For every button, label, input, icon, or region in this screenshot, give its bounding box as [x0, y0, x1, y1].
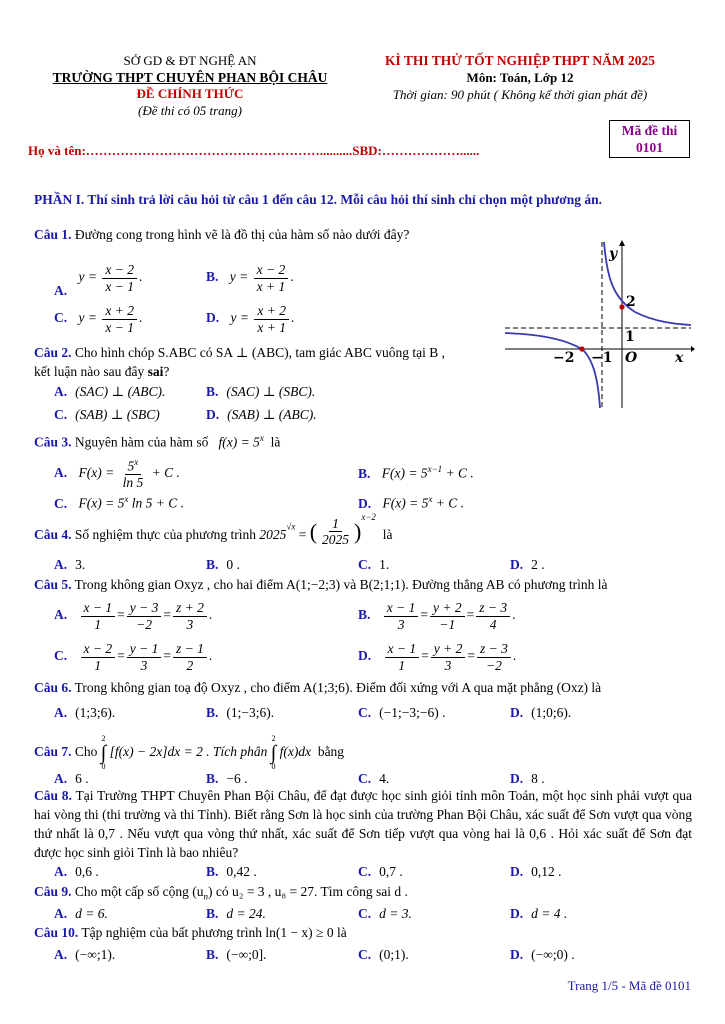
- q9-a-text: d = 6.: [75, 906, 108, 921]
- q3-text: Nguyên hàm của hàm số: [74, 434, 209, 450]
- q4-rhs-sup: x−2: [361, 511, 376, 522]
- q10-option-d[interactable]: [510, 947, 575, 963]
- option-label: C.: [54, 648, 68, 664]
- q10-option-b[interactable]: [206, 947, 267, 963]
- q5-c-num-2: y − 1: [127, 641, 162, 658]
- option-label: B.: [358, 607, 371, 623]
- q2-a-text: (SAC) ⊥ (ABC).: [75, 384, 166, 399]
- q2-d-text: (SAB) ⊥ (ABC).: [227, 407, 317, 422]
- q4-frac-den: 2025: [322, 532, 350, 548]
- q8-c-text: 0,7 .: [379, 864, 403, 879]
- q5-d-num-2: y + 2: [431, 641, 466, 658]
- q2-option-b[interactable]: [206, 384, 315, 400]
- q2-text-2c: ?: [163, 364, 170, 379]
- option-label: C.: [358, 864, 372, 879]
- q6-b-text: (1;−3;6).: [226, 705, 275, 720]
- q5-label: Câu 5.: [34, 577, 72, 592]
- q7-option-b[interactable]: [206, 771, 248, 787]
- q3-option-a[interactable]: [54, 457, 180, 491]
- option-label: A.: [54, 557, 68, 572]
- q7-int1-body: [f(x) − 2x]dx = 2 . Tích phân: [109, 744, 268, 760]
- q5-a-num-1: x − 1: [81, 600, 116, 617]
- q4-base: 2025: [259, 527, 287, 542]
- q2-text-1: Cho hình chóp S.ABC có SA ⊥ (ABC), tam giác ABC vuông tại B ,: [74, 345, 445, 360]
- q1-b-num: x − 2: [254, 262, 289, 279]
- option-label: B.: [358, 465, 371, 481]
- q3-c-sup: x: [124, 494, 129, 504]
- q4-c-text: 1.: [379, 557, 390, 572]
- q1-text: Đường cong trong hình vẽ là đồ thị của hàm số nào dưới đây?: [74, 227, 410, 242]
- q9-text-rest: ) có u₂ = 3 , u₈ = 27. Tìm công sai d .: [208, 884, 408, 899]
- q1-d-num: x + 2: [254, 303, 289, 320]
- q9-option-a[interactable]: [54, 906, 108, 922]
- q4-stem: Câu 4. Số nghiệm thực của phương trình $2025^{√x}$ = ( $\frac{1}{2025}$ )$^{x-2}$ là: [34, 511, 393, 548]
- q6-option-d[interactable]: [510, 705, 571, 721]
- name-sbd-line: Họ và tên:………………………………………………..........SBD:………………......: [28, 143, 480, 158]
- q8-text: Tại Trường THPT Chuyên Phan Bội Châu, để đạt được học sinh giỏi tỉnh môn Toán, một học sinh phải vượt qua hai vòng thi (thi trường và thi Tỉnh). Biết rằng Sơn là học sinh của trường Phan Bội Châu, xác suất để Sơn vượt qua vòng thứ nhất là 0,7 . Nếu vượt qua vòng thứ nhất, xác suất để Sơn tiếp vượt qua vòng hai là 0,6 . Hỏi xác suất để Sơn đạt được học sinh giỏi Tỉnh là bao nhiêu?: [34, 788, 692, 860]
- option-label: B.: [206, 947, 219, 962]
- q5-a-num-3: z + 2: [173, 600, 207, 617]
- q2-option-c[interactable]: [54, 407, 160, 423]
- q7-label: Câu 7.: [34, 744, 72, 760]
- q3-a-num: 5: [127, 458, 135, 474]
- q3-label: Câu 3.: [34, 434, 72, 450]
- exam-time: Thời gian: 90 phút ( Không kể thời gian phát đề): [392, 87, 648, 102]
- q1-graph: [505, 238, 695, 410]
- q10-text: Tập nghiệm của bất phương trình ln(1 − x) ≥ 0 là: [81, 925, 347, 940]
- option-label: B.: [206, 557, 219, 572]
- q9-stem: [34, 884, 408, 902]
- q5-a-den-3: 3: [186, 616, 194, 632]
- q8-d-text: 0,12 .: [531, 864, 562, 879]
- q3-d-post: + C .: [435, 495, 464, 511]
- q5-d-den-2: 3: [444, 657, 452, 673]
- q8-option-a[interactable]: [54, 864, 99, 880]
- q6-label: Câu 6.: [34, 680, 72, 695]
- q7-int2-bot: 0: [271, 762, 276, 771]
- option-label: B.: [206, 864, 219, 879]
- q5-a-den-2: −2: [136, 616, 152, 632]
- option-label: C.: [358, 947, 372, 962]
- graph-tick-1: 1: [625, 329, 635, 345]
- q1-label: Câu 1.: [34, 227, 72, 242]
- q7-int1-bot: 0: [101, 762, 106, 771]
- q9-text: Cho một cấp số cộng (u: [74, 884, 204, 899]
- q2-c-text: (SAB) ⊥ (SBC): [75, 407, 160, 422]
- q1-d-den: x + 1: [257, 319, 286, 335]
- exam-code-value: 0101: [636, 140, 663, 155]
- q9-b-text: d = 24.: [226, 906, 266, 921]
- q5-c-num-3: z − 1: [173, 641, 207, 658]
- graph-tick-2: 2: [626, 294, 636, 310]
- q5-option-a[interactable]: A. $\frac{x - 1}{1}$ = $\frac{y - 3}{-2}$ = $\frac{z + 2}{3}$ .: [54, 600, 213, 632]
- q2-text-2b: sai: [147, 364, 164, 379]
- q3-d-sup: x: [428, 494, 433, 504]
- q5-d-den-3: −2: [485, 657, 502, 673]
- q7-option-d[interactable]: [510, 771, 545, 787]
- option-label: C.: [358, 705, 372, 720]
- q5-a-den-1: 1: [94, 616, 102, 632]
- q10-option-a[interactable]: [54, 947, 115, 963]
- q6-option-b[interactable]: [206, 705, 274, 721]
- q5-c-num-1: x − 2: [81, 641, 116, 658]
- q6-d-text: (1;0;6).: [531, 705, 572, 720]
- q5-c-den-2: 3: [140, 657, 148, 673]
- q1-option-c[interactable]: C. y = $\frac{x + 2}{x - 1}$ .: [54, 303, 143, 335]
- q7-int2-body: f(x)dx: [279, 744, 312, 760]
- q3-d-text: F(x) = 5: [382, 495, 429, 511]
- q6-text: Trong không gian toạ độ Oxyz , cho điểm A(1;3;6). Điểm đối xứng với A qua mặt phẳng (Oxz) là: [74, 680, 602, 695]
- q5-d-den-1: 1: [398, 657, 406, 673]
- graph-origin-label: O: [625, 350, 638, 366]
- q8-a-text: 0,6 .: [75, 864, 99, 879]
- q5-c-den-1: 1: [94, 657, 102, 673]
- q4-text: Số nghiệm thực của phương trình: [74, 527, 257, 542]
- q4-text-end: là: [382, 527, 393, 542]
- official-label: ĐỀ CHÍNH THỨC: [136, 86, 244, 101]
- q2-b-text: (SAC) ⊥ (SBC).: [226, 384, 316, 399]
- exam-code-box: [609, 120, 690, 158]
- option-label: D.: [510, 771, 524, 786]
- q2-option-d[interactable]: [206, 407, 317, 423]
- school-name: TRƯỜNG THPT CHUYÊN PHAN BỘI CHÂU: [52, 70, 328, 85]
- option-label: A.: [54, 607, 68, 623]
- option-label: D.: [358, 495, 372, 511]
- q7-int2-top: 2: [271, 734, 276, 743]
- q3-a-den: ln 5: [122, 475, 144, 491]
- q3-text-end: là: [270, 434, 281, 450]
- q2-label: Câu 2.: [34, 345, 72, 360]
- q7-d-text: 8 .: [531, 771, 545, 786]
- q1-stem: [34, 227, 409, 243]
- q7-option-c[interactable]: [358, 771, 389, 787]
- q8-stem: [34, 786, 692, 862]
- q10-a-text: (−∞;1).: [75, 947, 116, 962]
- q1-option-b[interactable]: B. y = $\frac{x - 2}{x + 1}$ .: [206, 262, 294, 294]
- option-label: B.: [206, 269, 219, 285]
- option-label: B.: [206, 705, 219, 720]
- option-label: B.: [206, 384, 219, 399]
- q5-b-den-2: −1: [439, 616, 456, 632]
- q9-option-d[interactable]: [510, 906, 567, 922]
- q10-option-c[interactable]: [358, 947, 409, 963]
- option-label: B.: [206, 906, 219, 921]
- q10-b-text: (−∞;0].: [226, 947, 267, 962]
- graph-tick-m1: −1: [591, 350, 613, 366]
- q5-c-den-3: 2: [186, 657, 194, 673]
- q8-option-b[interactable]: [206, 864, 257, 880]
- option-label: A.: [54, 384, 68, 399]
- q2-text-2a: kết luận nào sau đây: [34, 364, 148, 379]
- q3-c-post: ln 5 + C .: [131, 495, 184, 511]
- graph-x-label: x: [675, 350, 684, 366]
- q4-eq: =: [298, 527, 307, 542]
- q9-text-sub: n: [203, 891, 208, 902]
- option-label: D.: [358, 648, 372, 664]
- option-label: D.: [510, 557, 524, 572]
- q7-stem: Câu 7. Cho 2 ∫ 0 [f(x) − 2x]dx = 2 . Tích phân 2 ∫ 0 f(x)dx bằng: [34, 734, 345, 771]
- option-label: D.: [510, 947, 524, 962]
- exam-title: KÌ THI THỬ TỐT NGHIỆP THPT NĂM 2025: [385, 53, 655, 68]
- q3-func-sup: x: [259, 433, 264, 443]
- q1-c-den: x − 1: [105, 319, 134, 335]
- q10-label: Câu 10.: [34, 925, 79, 940]
- exam-code-label: Mã đề thi: [621, 123, 678, 138]
- q3-stem: [34, 433, 280, 451]
- q3-a-pre: F(x) =: [78, 464, 115, 480]
- q10-d-text: (−∞;0) .: [531, 947, 575, 962]
- q10-stem: [34, 925, 347, 941]
- page-footer: Trang 1/5 - Mã đề 0101: [567, 978, 691, 993]
- q3-b-text: F(x) = 5: [381, 465, 428, 481]
- option-label: C.: [54, 407, 68, 422]
- q5-b-num-2: y + 2: [430, 600, 465, 617]
- q4-base-sup: √x: [286, 521, 296, 532]
- q3-option-d[interactable]: [358, 494, 464, 512]
- option-label: A.: [54, 283, 68, 299]
- q6-stem: [34, 680, 601, 696]
- dept-name: SỞ GD & ĐT NGHỆ AN: [123, 53, 257, 68]
- q9-d-text: d = 4 .: [531, 906, 568, 921]
- q4-option-a[interactable]: [54, 557, 85, 573]
- q3-a-num-sup: x: [134, 457, 139, 467]
- q3-c-text: F(x) = 5: [78, 495, 125, 511]
- q2-option-a[interactable]: [54, 384, 165, 400]
- q2-stem: [34, 345, 445, 361]
- q3-a-post: + C .: [151, 464, 180, 480]
- q10-c-text: (0;1).: [379, 947, 409, 962]
- q4-d-text: 2 .: [531, 557, 545, 572]
- q1-b-den: x + 1: [256, 278, 286, 294]
- graph-tick-m2: −2: [553, 350, 575, 366]
- graph-y-label: y: [609, 246, 618, 262]
- q3-b-sup: x−1: [427, 464, 443, 474]
- q4-b-text: 0 .: [226, 557, 240, 572]
- q1-a-den: x − 1: [105, 278, 134, 294]
- q9-c-text: d = 3.: [379, 906, 412, 921]
- q3-b-post: + C .: [445, 465, 474, 481]
- q5-option-b[interactable]: B. $\frac{x - 1}{3}$ = $\frac{y + 2}{-1}$ = $\frac{z - 3}{4}$ .: [358, 600, 516, 632]
- q7-c-text: 4.: [379, 771, 390, 786]
- option-label: D.: [206, 407, 220, 422]
- q5-d-num-1: x − 1: [385, 641, 420, 658]
- q7-b-text: −6 .: [226, 771, 248, 786]
- option-label: D.: [510, 705, 524, 720]
- option-label: C.: [54, 310, 68, 326]
- q8-option-c[interactable]: [358, 864, 403, 880]
- q5-text: Trong không gian Oxyz , cho hai điểm A(1;−2;3) và B(2;1;1). Đường thẳng AB có phương trình là: [74, 577, 608, 592]
- page-count: (Đề thi có 05 trang): [138, 103, 242, 118]
- q5-b-num-3: z − 3: [476, 600, 510, 617]
- option-label: D.: [206, 310, 220, 326]
- q1-c-num: x + 2: [102, 303, 137, 320]
- option-label: A.: [54, 705, 68, 720]
- q5-b-den-3: 4: [489, 616, 497, 632]
- q5-option-c[interactable]: C. $\frac{x - 2}{1}$ = $\frac{y - 1}{3}$ = $\frac{z - 1}{2}$ .: [54, 641, 213, 673]
- part1-title: PHẦN I. Thí sinh trả lời câu hỏi từ câu 1 đến câu 12. Mỗi câu hỏi thí sinh chỉ chọn một phương án.: [34, 192, 603, 207]
- q7-int1-top: 2: [101, 734, 106, 743]
- q7-option-a[interactable]: [54, 771, 89, 787]
- option-label: A.: [54, 464, 68, 480]
- option-label: C.: [358, 557, 372, 572]
- option-label: A.: [54, 864, 68, 879]
- q4-option-b[interactable]: [206, 557, 240, 573]
- option-label: C.: [54, 495, 68, 511]
- subject: Môn: Toán, Lớp 12: [466, 70, 574, 85]
- q8-label: Câu 8.: [34, 788, 72, 803]
- option-label: A.: [54, 771, 68, 786]
- option-label: C.: [358, 771, 372, 786]
- option-label: C.: [358, 906, 372, 921]
- option-label: D.: [510, 864, 524, 879]
- q5-b-den-1: 3: [397, 616, 405, 632]
- q3-func: f(x) = 5: [218, 434, 260, 450]
- q9-label: Câu 9.: [34, 884, 72, 899]
- q1-option-a[interactable]: A. y = $\frac{x - 2}{x - 1}$ .: [54, 262, 143, 299]
- option-label: D.: [510, 906, 524, 921]
- q7-text-a: Cho: [74, 744, 98, 760]
- q5-stem: [34, 577, 608, 593]
- option-label: A.: [54, 906, 68, 921]
- q9-option-c[interactable]: [358, 906, 412, 922]
- q8-b-text: 0,42 .: [226, 864, 257, 879]
- q4-label: Câu 4.: [34, 527, 72, 542]
- q6-c-text: (−1;−3;−6) .: [379, 705, 446, 720]
- q7-a-text: 6 .: [75, 771, 89, 786]
- q4-option-c[interactable]: [358, 557, 389, 573]
- q6-option-c[interactable]: [358, 705, 445, 721]
- q5-option-d[interactable]: D. $\frac{x - 1}{1}$ = $\frac{y + 2}{3}$ = $\frac{z - 3}{-2}$ .: [358, 641, 517, 673]
- q5-a-num-2: y − 3: [127, 600, 162, 617]
- q8-option-d[interactable]: [510, 864, 562, 880]
- q5-d-num-3: z − 3: [477, 641, 511, 658]
- q1-option-d[interactable]: D. y = $\frac{x + 2}{x + 1}$ .: [206, 303, 295, 335]
- q5-b-num-1: x − 1: [384, 600, 419, 617]
- q3-option-b[interactable]: [358, 464, 474, 482]
- q6-option-a[interactable]: [54, 705, 115, 721]
- q4-option-d[interactable]: [510, 557, 545, 573]
- option-label: B.: [206, 771, 219, 786]
- q2-stem-2: [34, 364, 169, 380]
- q9-option-b[interactable]: [206, 906, 266, 922]
- q1-a-num: x − 2: [102, 262, 137, 279]
- q4-a-text: 3.: [75, 557, 86, 572]
- q6-a-text: (1;3;6).: [75, 705, 116, 720]
- q7-text-b: bằng: [317, 744, 345, 760]
- q4-frac-num: 1: [329, 516, 342, 533]
- option-label: A.: [54, 947, 68, 962]
- q3-option-c[interactable]: [54, 494, 184, 512]
